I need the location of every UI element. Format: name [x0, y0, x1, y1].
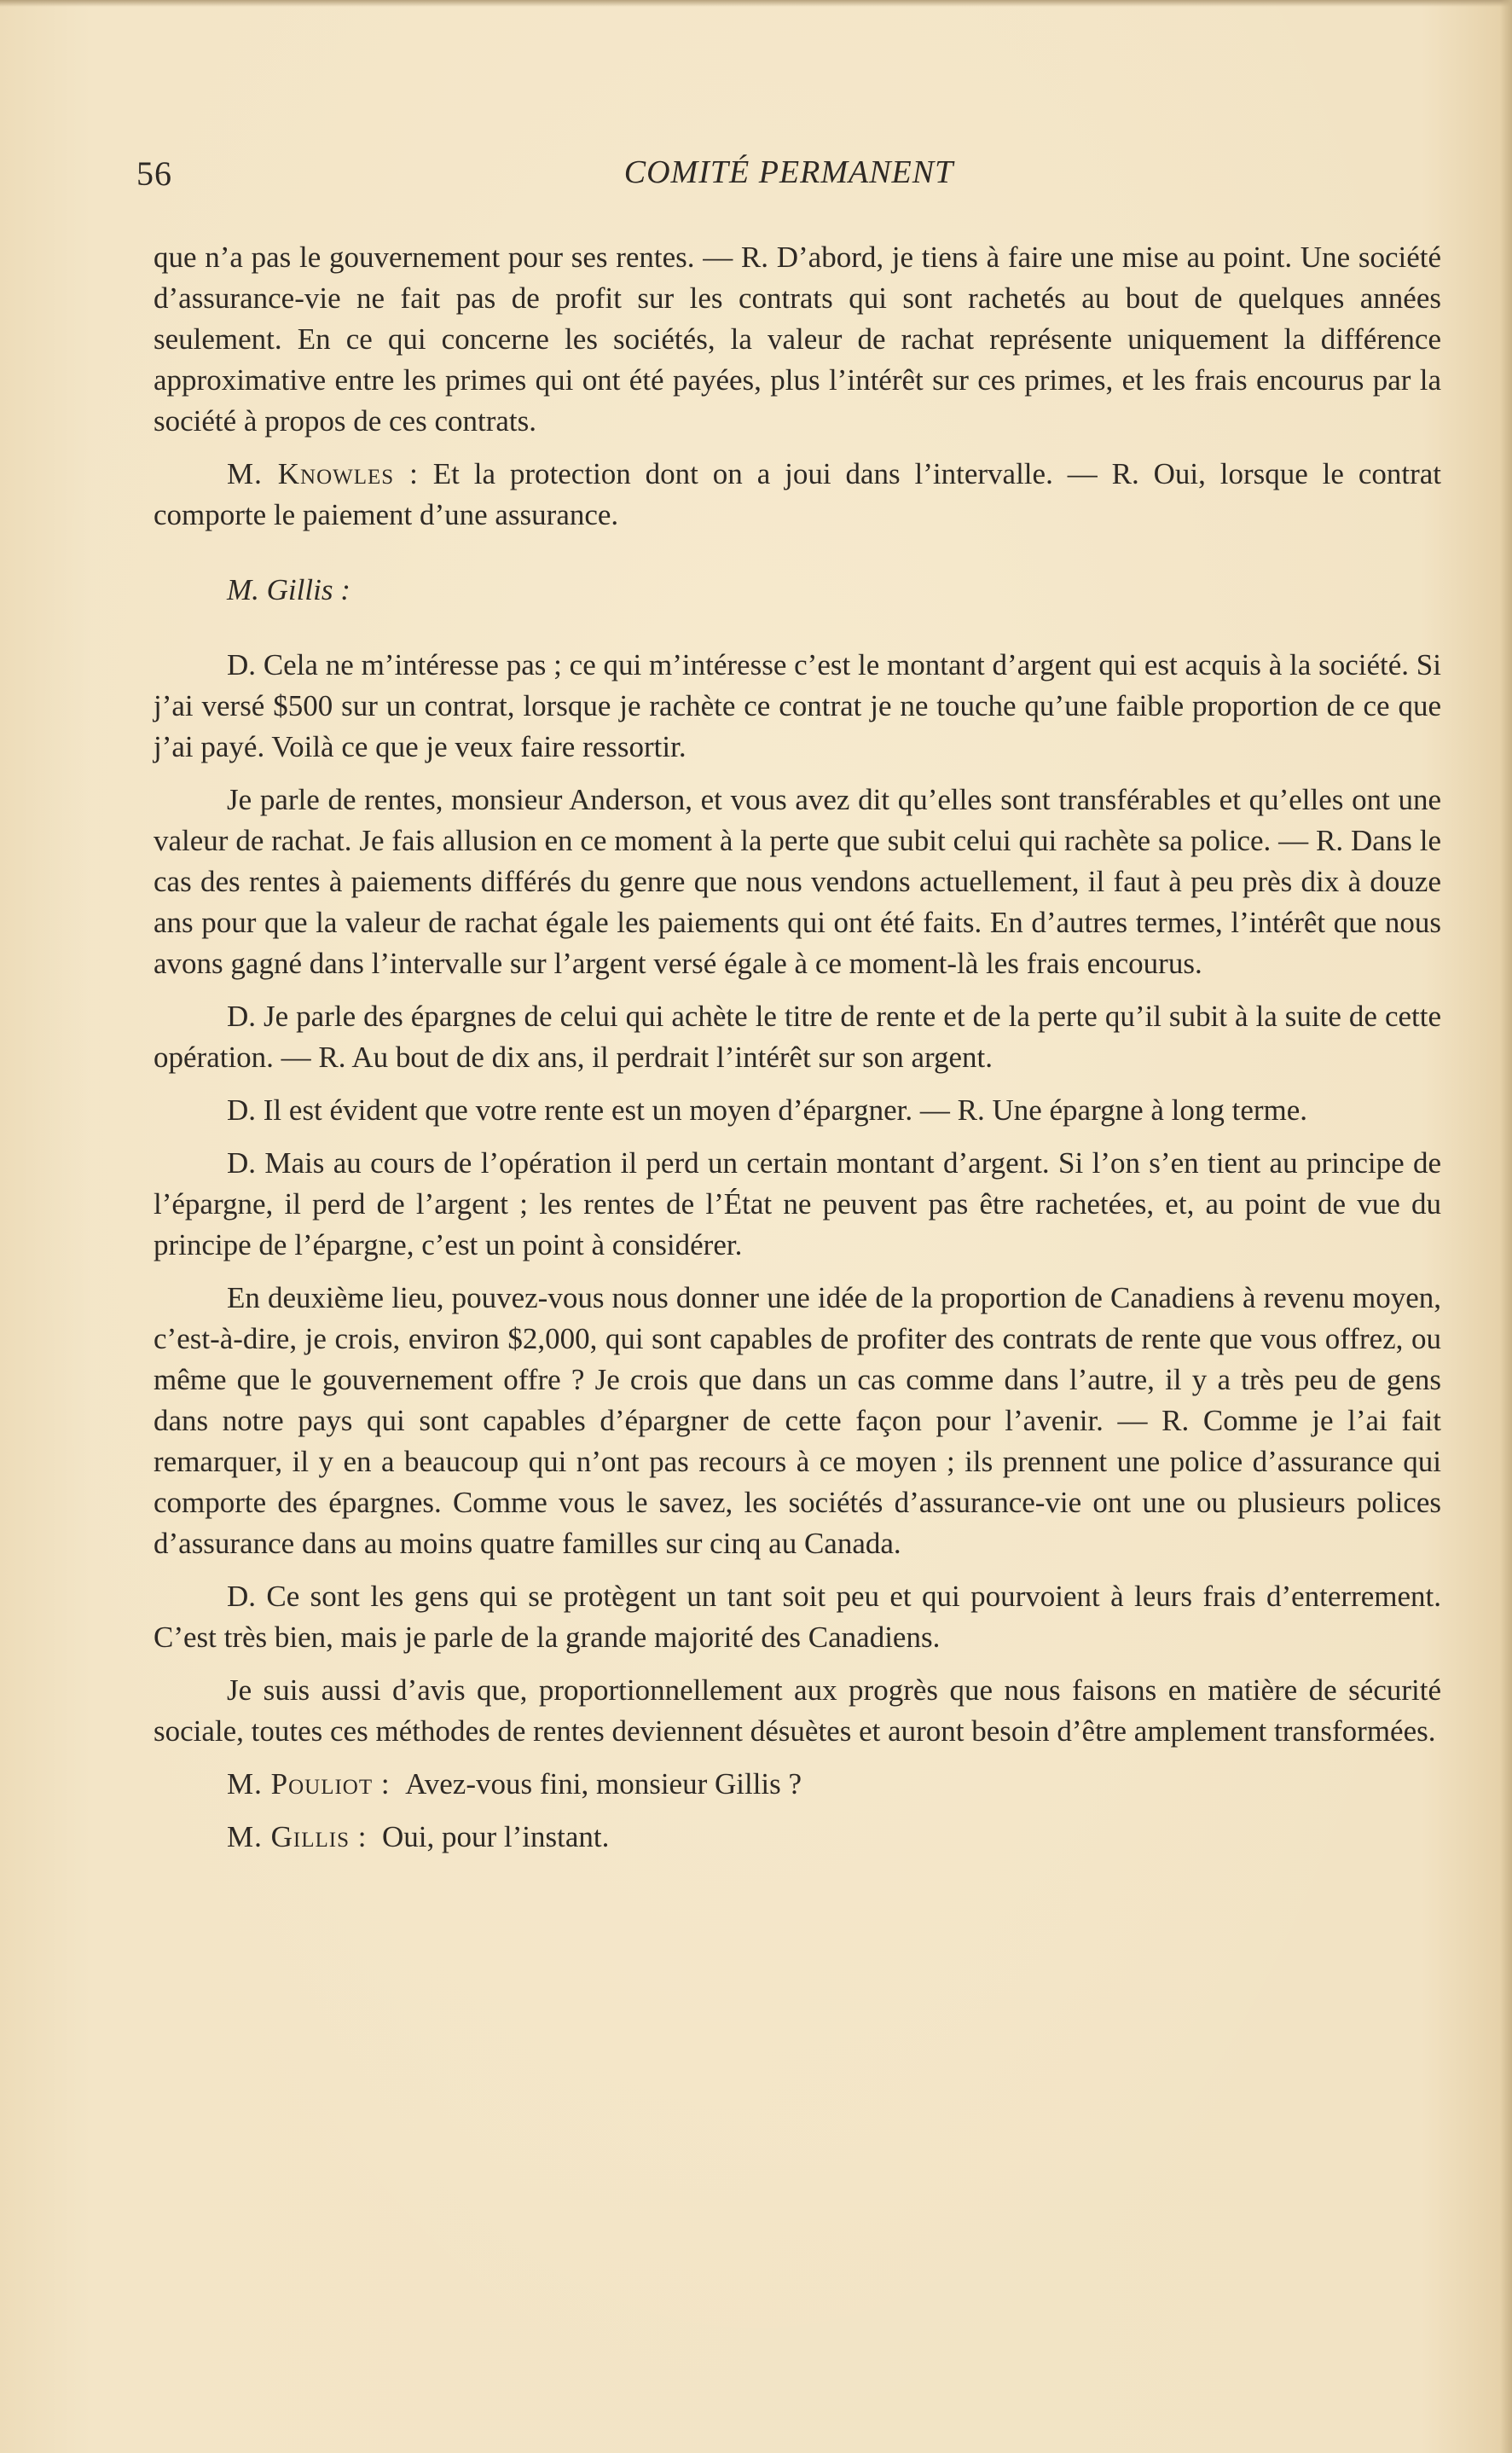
page-header	[136, 154, 1441, 205]
paragraph-gillis-reply	[154, 1817, 1441, 1858]
paragraph-10: Je suis aussi d’avis que, proportionnellement aux progrès que nous faisons en matière de sécurité sociale, toutes ces méthodes de rentes deviennent désuètes et auront besoin d’être amplement transformées.	[154, 1673, 1441, 1748]
paragraph-8: En deuxième lieu, pouvez-vous nous donner une idée de la proportion de Canadiens à revenu moyen, c’est-à-dire, je crois, environ $2,000, qui sont capables de profiter des contrats de rente que vous offrez, ou même que le gouvernement offre ? Je crois que dans un cas comme dans l’autre, il y a très peu de gens dans notre pays qui sont capables d’épargner de cette façon pour l’avenir. — R. Comme je l’ai fait remarquer, il y en a beaucoup qui n’ont pas recours à ce moyen ; ils prennent une police d’assurance qui comporte des épargnes. Comme vous le savez, les sociétés d’assurance-vie ont une ou plusieurs polices d’assurance dans au moins quatre familles sur cinq au Canada.	[154, 1281, 1441, 1560]
speaker-pouliot: M. Pouliot :	[227, 1767, 391, 1801]
page-number: 56	[136, 154, 172, 193]
speaker-heading-gillis: M. Gillis :	[227, 573, 350, 606]
paragraph-6: D. Il est évident que votre rente est un moyen d’épargner. — R. Une épargne à long terme.	[227, 1093, 1308, 1127]
paragraph-7: D. Mais au cours de l’opération il perd un certain montant d’argent. Si l’on s’en tient au principe de l’épargne, il perd de l’argent ; les rentes de l’État ne peuvent pas être rachetées, et, au point de vue du principe de l’épargne, c’est un point à considérer.	[154, 1146, 1441, 1261]
paragraph-3: D. Cela ne m’intéresse pas ; ce qui m’intéresse c’est le montant d’argent qui est acquis à la société. Si j’ai versé $500 sur un contrat, lorsque je rachète ce contrat je ne touche qu’une faible proportion de ce que j’ai payé. Voilà ce que je veux faire ressortir.	[154, 648, 1441, 763]
paragraph-1: que n’a pas le gouvernement pour ses rentes. — R. D’abord, je tiens à faire une mise au point. Une société d’assurance-vie ne fait pas de profit sur les contrats qui sont rachetés au bout de quelques années seulement. En ce qui concerne les sociétés, la valeur de rachat représente uniquement la différence approximative entre les primes qui ont été payées, plus l’intérêt sur ces primes, et les frais encourus par la société à propos de ces contrats.	[154, 241, 1441, 438]
paragraph-9: D. Ce sont les gens qui se protègent un tant soit peu et qui pourvoient à leurs frais d’enterrement. C’est très bien, mais je parle de la grande majorité des Canadiens.	[154, 1580, 1441, 1654]
body-text	[154, 237, 1441, 1870]
paragraph-4: Je parle de rentes, monsieur Anderson, et vous avez dit qu’elles sont transférables et qu’elles ont une valeur de rachat. Je fais allusion en ce moment à la perte que subit celui qui rachète sa police. — R. Dans le cas des rentes à paiements différés du genre que nous vendons actuellement, il faut à peu près dix à douze ans pour que la valeur de rachat égale les paiements qui ont été faits. En d’autres termes, l’intérêt que nous avons gagné dans l’intervalle sur l’argent versé égale à ce moment-là les frais encourus.	[154, 783, 1441, 980]
paragraph-5: D. Je parle des épargnes de celui qui achète le titre de rente et de la perte qu’il subit à la suite de cette opération. — R. Au bout de dix ans, il perdrait l’intérêt sur son argent.	[154, 1000, 1441, 1074]
page-top-edge	[0, 0, 1512, 7]
speaker-knowles: M. Knowles :	[227, 457, 419, 490]
gillis-statement: Oui, pour l’instant.	[381, 1820, 610, 1853]
running-head: COMITÉ PERMANENT	[623, 154, 954, 190]
paragraph-knowles	[154, 454, 1441, 536]
pouliot-statement: Avez-vous fini, monsieur Gillis ?	[405, 1767, 802, 1801]
knowles-statement: Et la protection dont on a joui dans l’intervalle. — R. Oui, lorsque le contrat comporte le paiement d’une assurance.	[154, 457, 1442, 531]
paragraph-pouliot	[154, 1764, 1441, 1805]
speaker-gillis: M. Gillis :	[227, 1820, 368, 1853]
page-right-edge	[1500, 0, 1512, 2453]
